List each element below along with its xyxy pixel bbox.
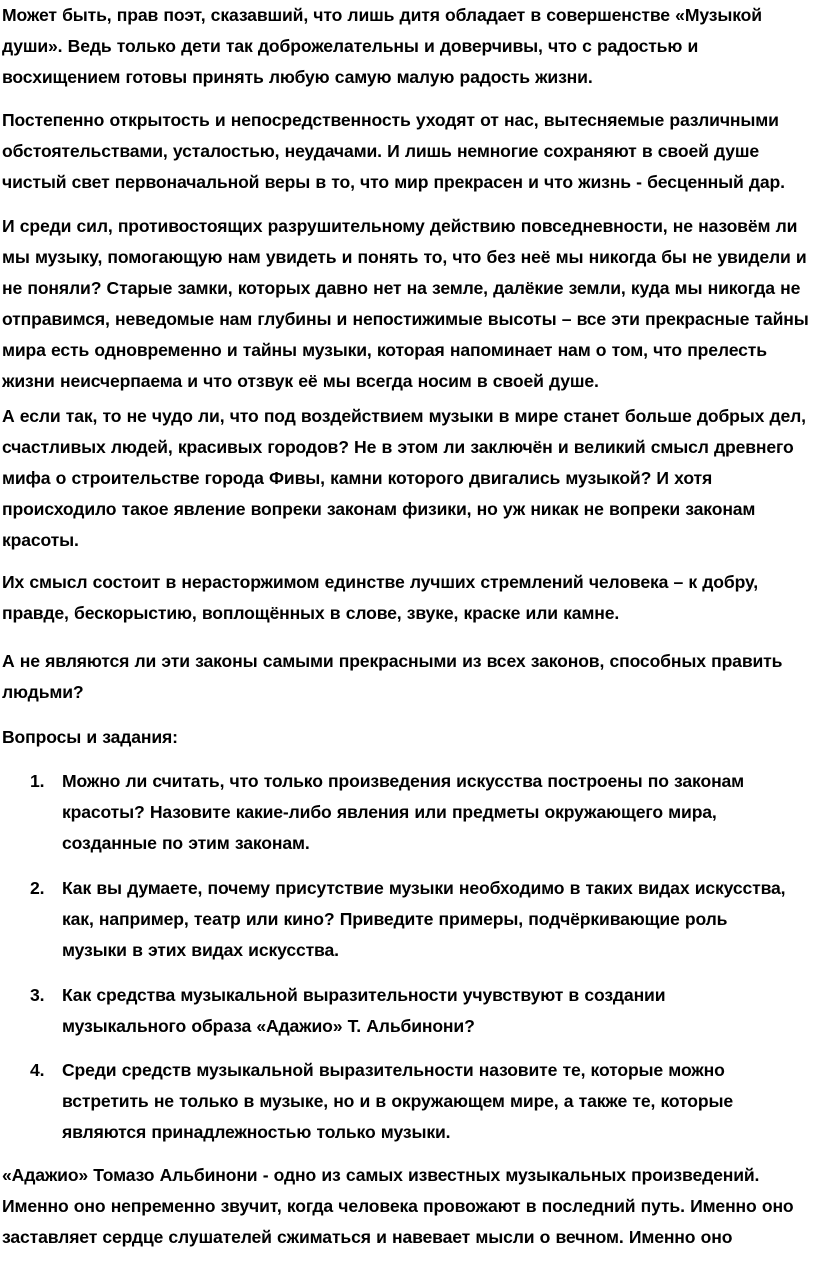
paragraph-forces-of-everyday: И среди сил, противостоящих разрушительному действию повседневности, не назовём ли мы музыку, помогающую нам увидеть и понять то, что без неё мы никогда бы не увидели и не поняли? Старые замки, которых давно нет на земле, далёкие земли, куда мы никогда не отправимся, неведомые нам глубины и непостижимые высоты – все эти прекрасные тайны мира есть одновременно и тайны музыки, которая напоминает нам о том, что прелесть жизни неисчерпаема и что отзвук её мы всегда носим в своей душе. <box>2 216 809 391</box>
question-number: 1. <box>30 771 45 791</box>
question-number: 3. <box>30 985 45 1005</box>
question-text: Можно ли считать, что только произведения искусства построены по законам красоты? Назовите какие-либо явления или предметы окружающего мира, созданные по этим законам. <box>62 771 745 853</box>
question-number: 2. <box>30 878 45 898</box>
paragraph-miracle-of-music: А если так, то не чудо ли, что под воздействием музыки в мире станет больше добрых дел, счастливых людей, красивых городов? Не в этом ли заключён и великий смысл древнего мифа о строительстве города Фивы, камни которого двигались музыкой? И хотя происходило такое явление вопреки законам физики, но уж никак не вопреки законам красоты. <box>2 406 806 550</box>
questions-heading: Вопросы и задания: <box>2 727 178 747</box>
paragraph-music-of-soul: Может быть, прав поэт, сказавший, что лишь дитя обладает в совершенстве «Музыкой души». Ведь только дети так доброжелательны и доверчивы, что с радостью и восхищением готовы принять любую самую малую радость жизни. <box>2 5 762 87</box>
question-item <box>30 1055 790 1148</box>
question-text: Как средства музыкальной выразительности учувствуют в создании музыкального образа «Адажио» Т. Альбинони? <box>62 985 666 1036</box>
question-item <box>30 766 790 859</box>
question-item <box>30 873 790 966</box>
question-text: Как вы думаете, почему присутствие музыки необходимо в таких видах искусства, как, например, театр или кино? Приведите примеры, подчёркивающие роль музыки в этих видах искусства. <box>62 878 786 960</box>
question-text: Среди средств музыкальной выразительности назовите те, которые можно встретить не только в музыке, но и в окружающем мире, а также те, которые являются принадлежностью только музыки. <box>62 1060 733 1142</box>
paragraph-laws-of-beauty: А не являются ли эти законы самыми прекрасными из всех законов, способных править людьми? <box>2 651 783 702</box>
paragraph-adagio-albinoni: «Адажио» Томазо Альбинони - одно из самых известных музыкальных произведений. Именно оно непременно звучит, когда человека провожают в последний путь. Именно оно заставляет сердце слушателей сжиматься и навевает мысли о вечном. Именно оно <box>2 1165 794 1247</box>
paragraph-meaning: Их смысл состоит в нерасторжимом единстве лучших стремлений человека – к добру, правде, бескорыстию, воплощённых в слове, звуке, краске или камне. <box>2 572 759 623</box>
paragraph-openness: Постепенно открытость и непосредственность уходят от нас, вытесняемые различными обстоятельствами, усталостью, неудачами. И лишь немногие сохраняют в своей душе чистый свет первоначальной веры в то, что мир прекрасен и что жизнь - бесценный дар. <box>2 110 785 192</box>
question-number: 4. <box>30 1060 45 1080</box>
question-item <box>30 980 790 1042</box>
